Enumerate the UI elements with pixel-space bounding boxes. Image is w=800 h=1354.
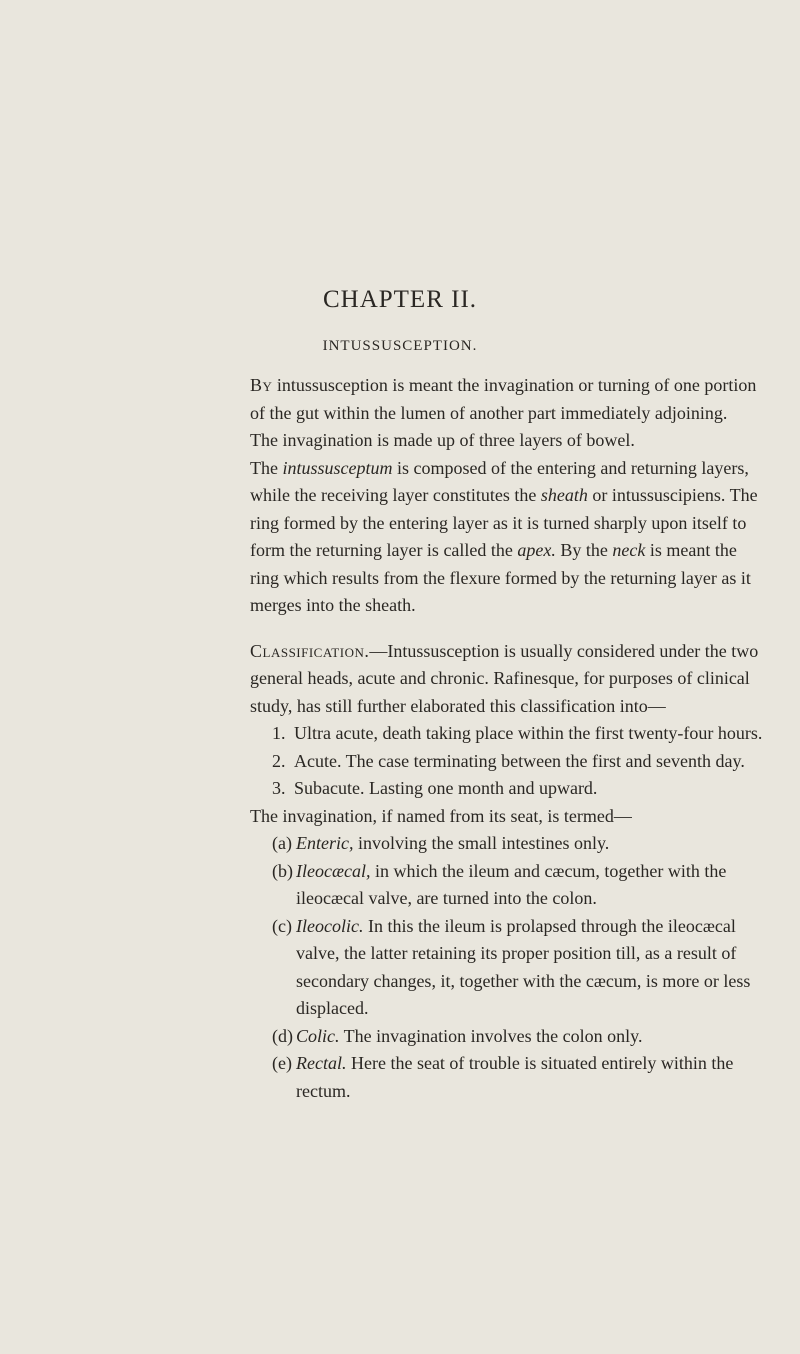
text-run: The [250,457,283,478]
text-run: By the [555,540,613,560]
item-text: The invagination involves the colon only. [339,1025,643,1046]
item-text: Subacute. Lasting one month and upward. [294,778,598,798]
chapter-heading: CHAPTER II. [322,286,478,313]
item-term: Ileocolic. [296,915,364,936]
item-term: Enteric, [296,833,354,853]
item-letter: (a) [272,833,292,853]
item-letter: (d) [272,1025,293,1046]
lettered-item [272,1023,765,1051]
chapter-body [250,372,765,1105]
item-text: In this the ileum is prolapsed through the ileocæcal valve, the latter retaining its proper position till, as a result of secondary changes, it, together with the cæcum, is more or less displaced. [296,915,751,1018]
item-text: Here the seat of trouble is situated entirely within the rectum. [296,1053,734,1101]
item-text: Ultra acute, death taking place within the first twenty-four hours. [294,723,763,743]
paragraph-text: —Intussusception is usually considered under the two general heads, acute and chronic. Rafinesque, for purposes of clinical study, has still further elaborated this classification into— [250,640,759,716]
item-number: 3. [272,778,286,798]
chapter-title: INTUSSUSCEPTION. [322,338,478,354]
paragraph-anatomy [250,455,765,620]
lettered-item [272,913,765,1023]
lettered-item [272,1050,765,1105]
term-neck: neck [612,540,646,560]
item-term: Colic. [296,1025,340,1046]
term-apex: apex. [517,540,556,560]
paragraph-layers: The invagination is made up of three layers of bowel. [250,430,635,450]
item-text: involving the small intestines only. [353,833,610,853]
lettered-item [272,830,765,858]
item-term: Ileocæcal, [296,860,371,881]
paragraph-text: intussusception is meant the invagination or turning of one portion of the gut within the lumen of another part immediately adjoining. [250,375,757,423]
item-number: 1. [272,723,286,743]
paragraph-lead: By [250,375,273,395]
numbered-item [272,748,765,776]
item-letter: (b) [272,860,293,881]
text-run: is meant the ring which results from the flexure formed by the returning layer as it merges into the sheath. [250,540,751,615]
paragraph-definition [250,372,765,427]
item-number: 2. [272,750,286,771]
paragraph-seat: The invagination, if named from its seat, is termed— [250,805,632,826]
item-letter: (e) [272,1053,292,1073]
numbered-item [272,720,765,748]
lettered-item [272,858,765,913]
term-intussusceptum: intussusceptum [282,457,393,478]
item-term: Rectal. [296,1053,347,1073]
paragraph-classification [250,638,765,721]
item-letter: (c) [272,915,292,936]
paragraph-gap [250,620,765,638]
numbered-item [272,775,765,803]
section-lead: Classification. [250,640,370,661]
text-run: is composed of the entering and returning layers, while the receiving layer constitutes the [250,457,749,505]
term-sheath: sheath [540,485,588,505]
text-run: or intussuscipiens. The ring formed by the entering layer as it is turned sharply upon itself to form the returning layer is called the [250,485,758,560]
item-text: in which the ileum and cæcum, together with the ileocæcal valve, are turned into the colon. [296,860,727,908]
item-text: Acute. The case terminating between the first and seventh day. [294,750,745,771]
